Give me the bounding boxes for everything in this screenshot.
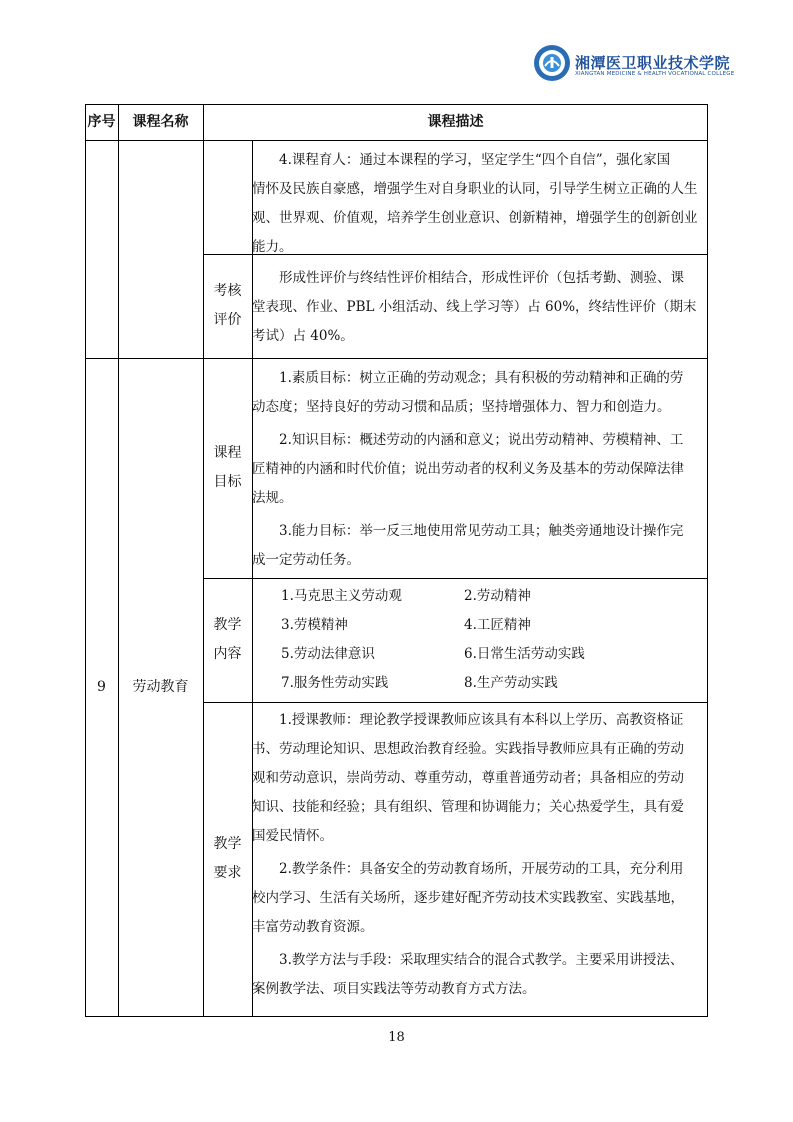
header-index: 序号 [87,114,116,130]
header-course-name: 课程名称 [132,114,189,130]
course-name: 劳动教育 [132,678,189,695]
assessment-text: 形成性评价与终结性评价相结合，形成性评价（包括考勤、测验、课 堂表现、作业、PBL 小组活动、线上学习等）占 60%，终结性评价（期末 考试）占 40%。 [252,270,697,344]
goal-paragraph-1: 1.素质目标：树立正确的劳动观念；具有积极的劳动精神和正确的劳 动态度；坚持良好的劳动习惯和品质；坚持增强体力、智力和创造力。 [252,370,684,415]
content-item-8: 8.生产劳动实践 [464,675,558,691]
requirement-paragraph-2: 2.教学条件：具备安全的劳动教育场所，开展劳动的工具，充分利用 校内学习、生活有关场所，逐步建好配齐劳动技术实践教室、实践基地， 丰富劳动教育资源。 [252,861,684,935]
requirement-paragraph-1: 1.授课教师：理论教学授课教师应该具有本科以上学历、高教资格证 书、劳动理论知识、思想政治教育经验。实践指导教师应具有正确的劳动 观和劳动意识，崇尚劳动、尊重劳动，尊重普通劳动者；具备相应的劳动 知识、技能和经验；具有组织、管理和协调能力；关心热爱学生，具有爱 国爱民情怀。 [252,712,684,844]
table-rule [85,140,708,141]
requirement-paragraph-3: 3.教学方法与手段：采取理实结合的混合式教学。主要采用讲授法、 案例教学法、项目实践法等劳动教育方式方法。 [252,952,684,997]
content-item-7: 7.服务性劳动实践 [281,675,389,691]
content-item-2: 2.劳动精神 [464,588,531,604]
goal-paragraph-3: 3.能力目标：举一反三地使用常见劳动工具；触类旁通地设计操作完 成一定劳动任务。 [252,523,684,568]
course-education-text: 4.课程育人：通过本课程的学习，坚定学生“四个自信”，强化家国 情怀及民族自豪感，增强学生对自身职业的认同，引导学生树立正确的人生 观、世界观、价值观，培养学生创业意识、创新精神，增强学生的创新创业 能力。 [252,152,698,255]
goal-paragraph-2: 2.知识目标：概述劳动的内涵和意义；说出劳动精神、劳模精神、工 匠精神的内涵和时代价值；说出劳动者的权利义务及基本的劳动保障法律 法规。 [252,432,684,506]
content-item-5: 5.劳动法律意识 [281,646,375,662]
college-name-english: XIANGTAN MEDICINE & HEALTH VOCATIONAL COLLEGE [575,71,735,77]
course-table [85,104,708,1017]
college-emblem-icon [533,44,571,82]
header-description: 课程描述 [427,114,484,130]
table-rule [85,1016,708,1017]
content-item-4: 4.工匠精神 [464,617,531,633]
content-label: 教学 内容 [213,617,242,662]
goals-label: 课程 目标 [213,445,242,490]
content-item-1: 1.马克思主义劳动观 [281,588,402,604]
college-name: 湘潭医卫职业技术学院 [575,54,731,72]
content-item-6: 6.日常生活劳动实践 [464,646,585,662]
table-rule [203,578,708,579]
assessment-label: 考核 评价 [213,283,242,328]
content-item-3: 3.劳模精神 [281,617,348,633]
requirements-label: 教学 要求 [213,836,242,881]
table-rule [707,104,708,1017]
page-number: 18 [388,1030,405,1045]
content-items [252,582,722,698]
college-logo [533,44,748,84]
table-rule [203,702,708,703]
course-index: 9 [97,678,106,695]
